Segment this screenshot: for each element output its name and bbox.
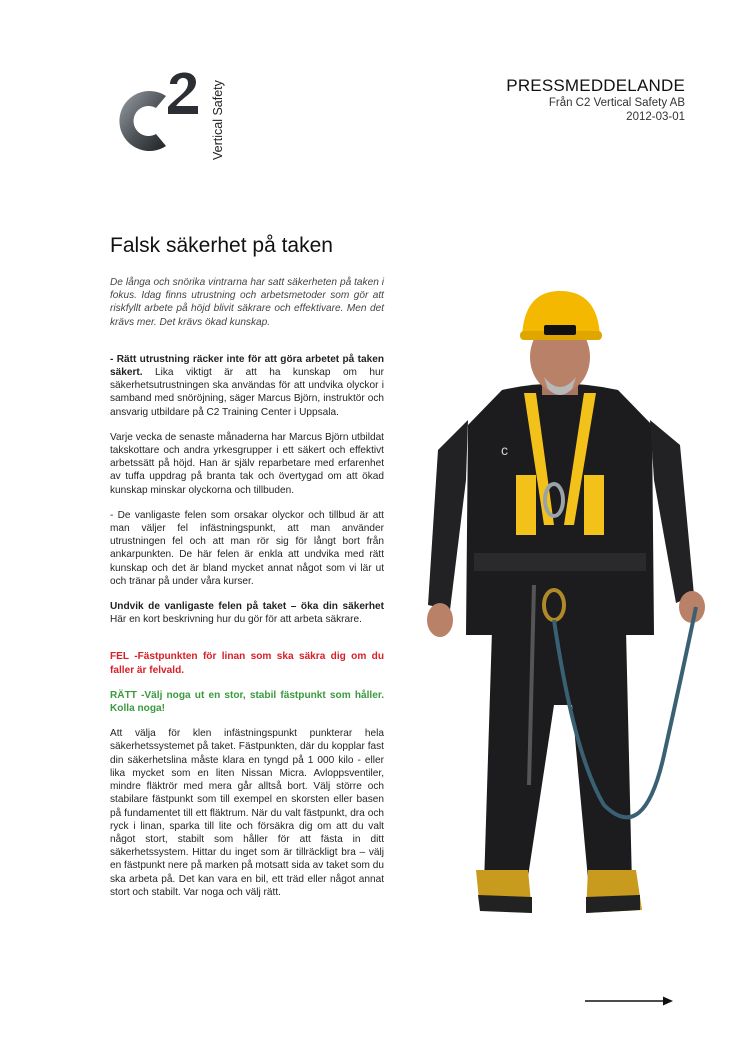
paragraph-5: Att välja för klen infästningspunkt punkterar hela säkerhetssystemet på taket. Fästpunkten, där du kopplar fast din säkerhetslina måste klara en tyngd på 1 000 kilo - eller lika mycket som en liten Nissan Micra. Avloppsventiler, mindre fläktrör med mera går alltså bort. Välj större och stabilare fästpunkt som till exempel en skorsten eller basen på fundamentet till ett fläktrum. När du valt fästpunkt, dra och ryck i linan, sparka till lite och försäkra dig om att du valt något stort, stabilt som håller för att fästa in ditt säkerhetssystem. Hittar du inget som är tillräckligt bra – välj en fästpunkt nere på marken på motsatt sida av taket som du ska arbeta på. Det kan vara en bil, ett träd eller något annat stort och stabilt. Var noga och välj rätt.	[110, 728, 384, 898]
next-page-arrow-icon	[585, 995, 675, 1007]
company-logo	[106, 64, 230, 164]
paragraph-2: Varje vecka de senaste månaderna har Marcus Björn utbildat takskottare och andra yrkesgrupper i ett säkert och effektivt arbetssätt på höjd. Han är själv reparbetare med erfarenhet av tuffa uppdrag på branta tak och övertygad om att ökad kunskap minskar olyckorna och tillbuden.	[110, 431, 384, 496]
paragraph-1-text: Lika viktigt är att ha kunskap om hur säkerhetsutrustningen ska användas för att undvika olyckor i samband med snöröjning, säger Marcus Björn, instruktör och ansvarig utbildare på C2 Training Center i Uppsala.	[110, 367, 384, 418]
paragraph-3: - De vanligaste felen som orsakar olyckor och tillbud är att man väljer fel infästningspunkt, att man använder utrustningen fel och att man rör sig för långt bort från ankarpunkten. De här felen är enkla att undvika med rätt kunskap och det är bland mycket annat något som vi lär ut och tränar på under våra kurser.	[110, 509, 384, 587]
release-date: 2012-03-01	[626, 111, 685, 123]
article-body	[110, 276, 384, 911]
logo-two-shape	[168, 72, 198, 114]
left-hand	[427, 603, 453, 637]
press-header	[506, 76, 685, 124]
wrong-heading: FEL -Fästpunkten för linan som ska säkra dig om du faller är felvald.	[110, 651, 384, 676]
sender-line: Från C2 Vertical Safety AB	[548, 97, 685, 109]
paragraph-1-lead: - Rätt utrustning räcker inte för att göra arbetet på taken säkert.	[110, 353, 384, 379]
paragraph-4-lead: Undvik de vanligaste felen på taket – öka din säkerhet	[110, 601, 384, 613]
article-title: Falsk säkerhet på taken	[110, 234, 333, 257]
right-arm	[650, 420, 694, 603]
lead-paragraph: De långa och snörika vintrarna har satt säkerheten på taken i fokus. Idag finns utrustning och arbetsmetoder som gör att riskfyllt arbete på höjd blivit säkrare och effektivare. Men det krävs mer. Det krävs ökad kunskap.	[110, 277, 384, 328]
logo-vertical-text: Vertical Safety	[211, 80, 225, 160]
right-heading: RÄTT -Välj noga ut en stor, stabil fästpunkt som håller. Kolla noga!	[110, 689, 384, 715]
left-arm	[428, 420, 468, 610]
worker-photo	[404, 285, 734, 915]
paragraph-4	[110, 600, 384, 626]
paragraph-1	[110, 353, 384, 419]
logo-c-shape	[119, 91, 166, 151]
worker-legs	[484, 630, 632, 890]
svg-text:c: c	[501, 442, 508, 458]
document-type: PRESSMEDDELANDE	[506, 76, 685, 95]
paragraph-4-text: Här en kort beskrivning hur du gör för att arbeta säkrare.	[110, 614, 362, 626]
